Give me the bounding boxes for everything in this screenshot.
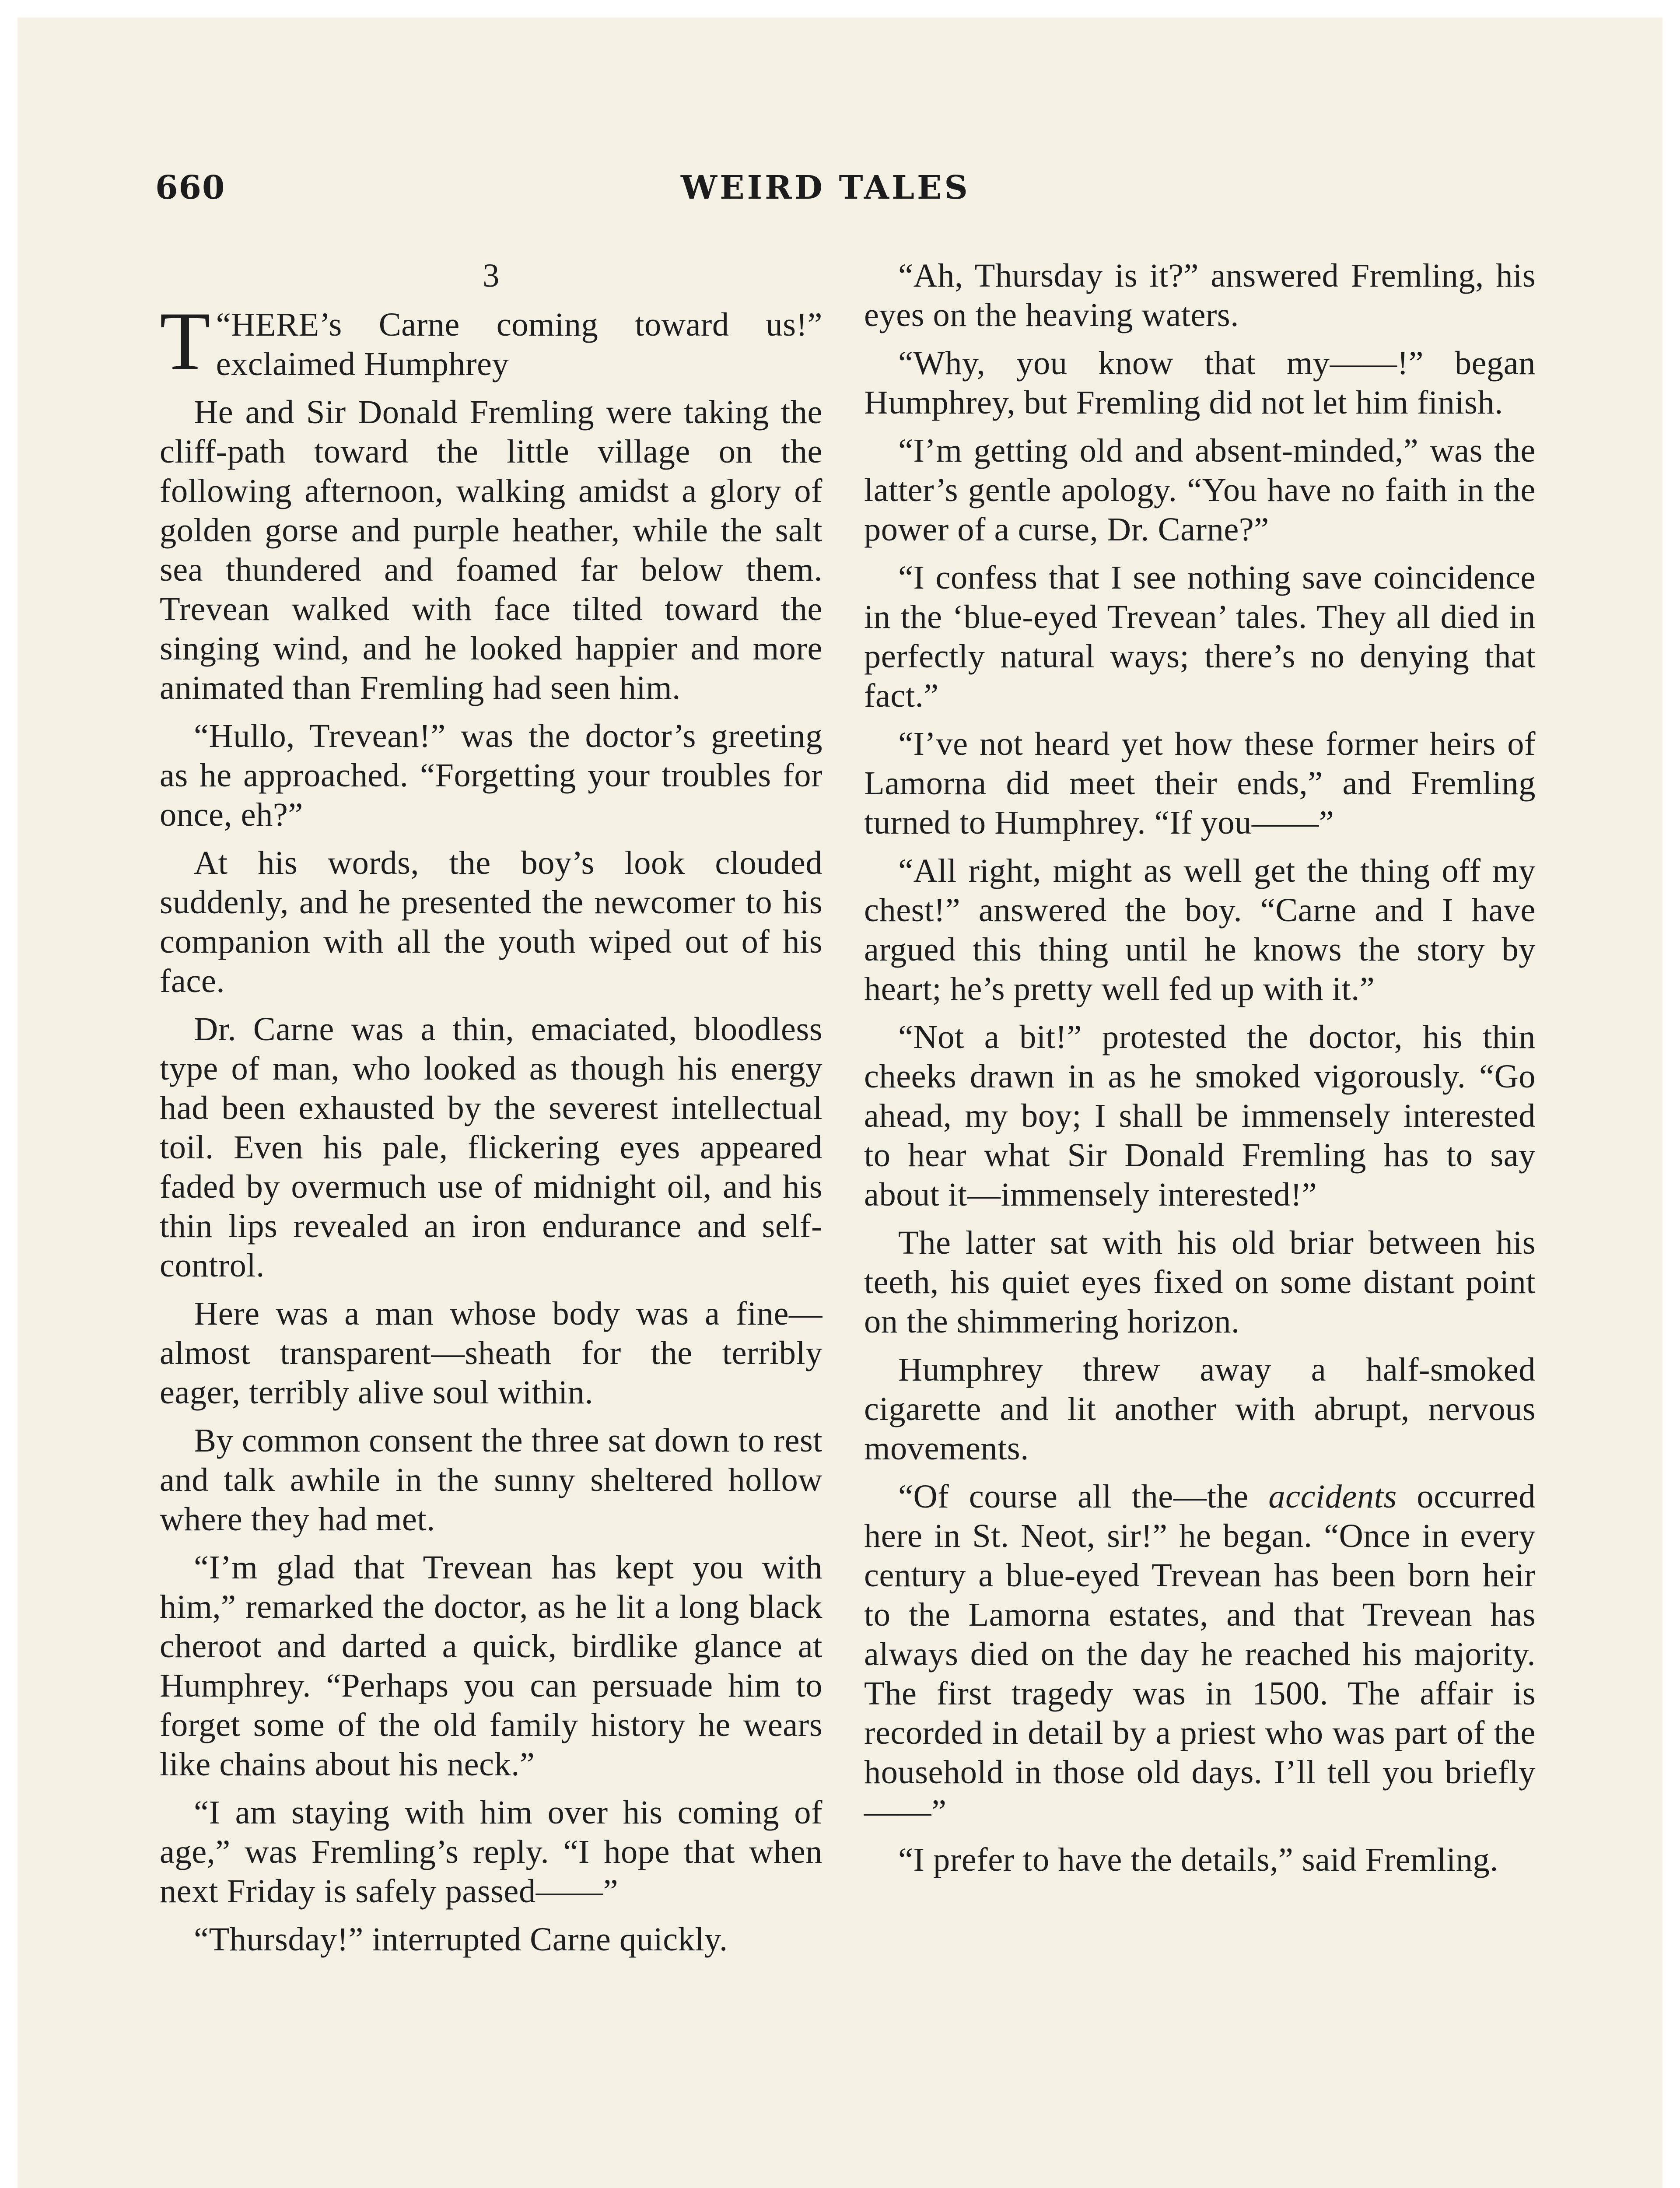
paragraph: “I am staying with him over his coming of age,” was Fremling’s reply. “I hope that when next Friday is safely passed——” bbox=[160, 1794, 822, 1910]
opening-paragraph bbox=[160, 295, 822, 387]
section-number: 3 bbox=[483, 257, 500, 294]
paragraph: The latter sat with his old briar between his teeth, his quiet eyes fixed on some distant point on the shimmering horizon. bbox=[864, 1224, 1536, 1340]
paragraph: “Thursday!” interrupted Carne quickly. bbox=[194, 1921, 728, 1958]
small-caps-word: HERE bbox=[231, 306, 319, 343]
right-column bbox=[864, 256, 1536, 1888]
running-head bbox=[18, 169, 1662, 221]
paragraph: “Why, you know that my——!” began Humphrey, but Fremling did not let him finish. bbox=[864, 344, 1536, 421]
paragraph: “Ah, Thursday is it?” answered Fremling, his eyes on the heaving waters. bbox=[864, 257, 1536, 333]
magazine-title: WEIRD TALES bbox=[681, 169, 970, 207]
paragraph: Here was a man whose body was a fine—almost transparent—sheath for the terribly eager, terribly alive soul within. bbox=[160, 1295, 822, 1411]
paragraph: “Hullo, Trevean!” was the doctor’s greeting as he approached. “Forgetting your troubles for once, eh?” bbox=[160, 717, 822, 833]
italic-word: accidents bbox=[1268, 1478, 1397, 1515]
paragraph-text: “Of course all the—the bbox=[898, 1478, 1269, 1515]
paragraph bbox=[864, 1477, 1536, 1831]
paragraph: “All right, might as well get the thing off my chest!” answered the boy. “Carne and I have argued this thing until he knows the story by heart; he’s pretty well fed up with it.” bbox=[864, 852, 1536, 1007]
magazine-page bbox=[18, 18, 1662, 2188]
drop-cap: T bbox=[160, 295, 211, 387]
paragraph: “I’ve not heard yet how these former heirs of Lamorna did meet their ends,” and Fremling turned to Humphrey. “If you——” bbox=[864, 725, 1536, 841]
opening-quote: “ bbox=[216, 306, 231, 343]
opening-text: ’s Carne coming toward us!” exclaimed Humphrey bbox=[216, 306, 822, 382]
paragraph: “I’m glad that Trevean has kept you with him,” remarked the doctor, as he lit a long black cheroot and darted a quick, birdlike glance at Humphrey. “Perhaps you can persuade him to forget some of the old family history he wears like chains about his neck.” bbox=[160, 1549, 822, 1783]
paragraph: “I’m getting old and absent-minded,” was the latter’s gentle apology. “You have no faith in the power of a curse, Dr. Carne?” bbox=[864, 432, 1536, 548]
page-number: 660 bbox=[155, 169, 226, 207]
paragraph: Humphrey threw away a half-smoked cigarette and lit another with abrupt, nervous movements. bbox=[864, 1351, 1536, 1467]
paragraph: By common consent the three sat down to rest and talk awhile in the sunny sheltered hollow where they had met. bbox=[160, 1422, 822, 1538]
paragraph: “I prefer to have the details,” said Fremling. bbox=[898, 1841, 1498, 1878]
paragraph: Dr. Carne was a thin, emaciated, bloodless type of man, who looked as though his energy had been exhausted by the severest intellectual toil. Even his pale, flickering eyes appeared faded by overmuch use of midnight oil, and his thin lips revealed an iron endurance and self-control. bbox=[160, 1010, 822, 1284]
paragraph: “I confess that I see nothing save coincidence in the ‘blue-eyed Trevean’ tales. They all died in perfectly natural ways; there’s no denying that fact.” bbox=[864, 559, 1536, 714]
left-column bbox=[160, 256, 822, 1968]
paragraph: At his words, the boy’s look clouded suddenly, and he presented the newcomer to his companion with all the youth wiped out of his face. bbox=[160, 844, 822, 999]
paragraph-text: occurred here in St. Neot, sir!” he began. “Once in every century a blue-eyed Trevean has been born heir to the Lamorna estates, and that Trevean has always died on the day he reached his majority. The first tragedy was in 1500. The affair is recorded in detail by a priest who was part of the household in those old days. I’ll tell you briefly——” bbox=[864, 1478, 1536, 1830]
paragraph: “Not a bit!” protested the doctor, his thin cheeks drawn in as he smoked vigorously. “Go ahead, my boy; I shall be immensely interested to hear what Sir Donald Fremling has to say about it—immensely interested!” bbox=[864, 1018, 1536, 1213]
paragraph: He and Sir Donald Fremling were taking the cliff-path toward the little village on the following afternoon, walking amidst a glory of golden gorse and purple heather, while the salt sea thundered and foamed far below them. Trevean walked with face tilted toward the singing wind, and he looked happier and more animated than Fremling had seen him. bbox=[160, 393, 822, 706]
